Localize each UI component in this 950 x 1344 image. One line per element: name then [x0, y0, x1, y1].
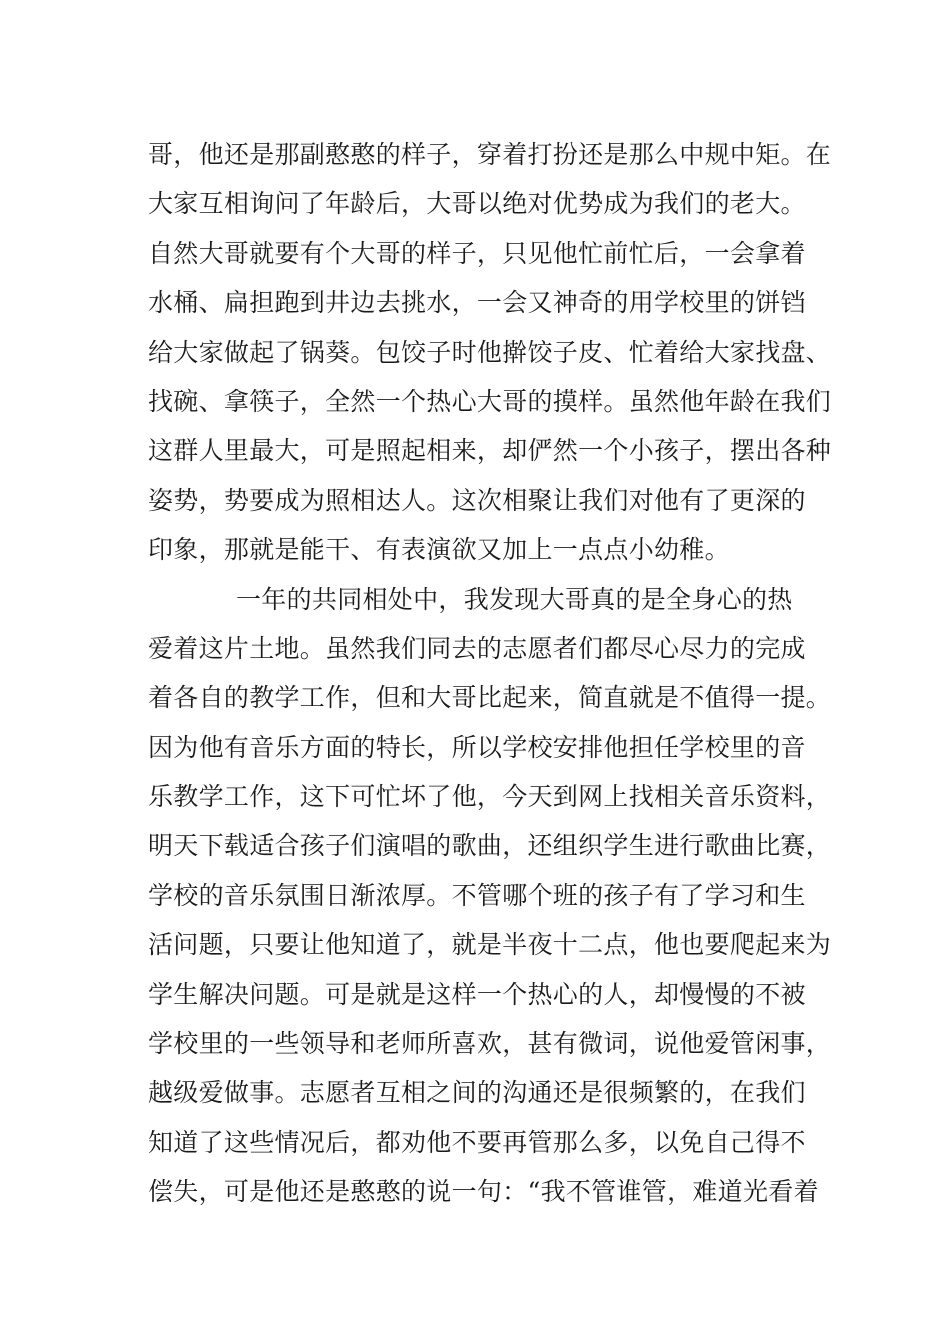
text-line: 找碗、拿筷子，全然一个热心大哥的摸样。虽然他年龄在我们 — [148, 386, 832, 416]
paragraph-start-line: 一年的共同相处中，我发现大哥真的是全身心的热 — [236, 584, 793, 614]
text-line: 知道了这些情况后，都劝他不要再管那么多，以免自己得不 — [148, 1127, 806, 1157]
text-line: 学校的音乐氛围日渐浓厚。不管哪个班的孩子有了学习和生 — [148, 880, 806, 910]
text-line: 哥，他还是那副憨憨的样子，穿着打扮还是那么中规中矩。在 — [148, 140, 832, 169]
text-line: 大家互相询问了年龄后，大哥以绝对优势成为我们的老大。 — [148, 189, 806, 219]
text-line: 偿失，可是他还是憨憨的说一句：“我不管谁管，难道光看着 — [148, 1177, 819, 1207]
text-line: 这群人里最大，可是照起相来，却俨然一个小孩子，摆出各种 — [148, 436, 832, 466]
text-line: 给大家做起了锅葵。包饺子时他擀饺子皮、忙着给大家找盘、 — [148, 337, 832, 367]
text-line: 水桶、扁担跑到井边去挑水，一会又神奇的用学校里的饼铛 — [148, 288, 806, 318]
text-line: 越级爱做事。志愿者互相之间的沟通还是很频繁的，在我们 — [148, 1078, 806, 1108]
text-line: 姿势，势要成为照相达人。这次相聚让我们对他有了更深的 — [148, 485, 806, 515]
text-line: 学校里的一些领导和老师所喜欢，甚有微词，说他爱管闲事， — [148, 1029, 832, 1059]
text-line: 学生解决问题。可是就是这样一个热心的人，却慢慢的不被 — [148, 979, 806, 1009]
text-line: 乐教学工作，这下可忙坏了他，今天到网上找相关音乐资料， — [148, 782, 832, 812]
text-line: 爱着这片土地。虽然我们同去的志愿者们都尽心尽力的完成 — [148, 633, 806, 663]
text-line: 活问题，只要让他知道了，就是半夜十二点，他也要爬起来为 — [148, 930, 832, 960]
text-line: 因为他有音乐方面的特长，所以学校安排他担任学校里的音 — [148, 732, 806, 762]
text-line: 着各自的教学工作，但和大哥比起来，简直就是不值得一提。 — [148, 683, 832, 713]
text-line: 印象，那就是能干、有表演欲又加上一点点小幼稚。 — [148, 535, 730, 565]
text-line: 明天下载适合孩子们演唱的歌曲，还组织学生进行歌曲比赛， — [148, 831, 832, 861]
text-line: 自然大哥就要有个大哥的样子，只见他忙前忙后，一会拿着 — [148, 238, 806, 268]
body-text — [148, 130, 832, 1217]
